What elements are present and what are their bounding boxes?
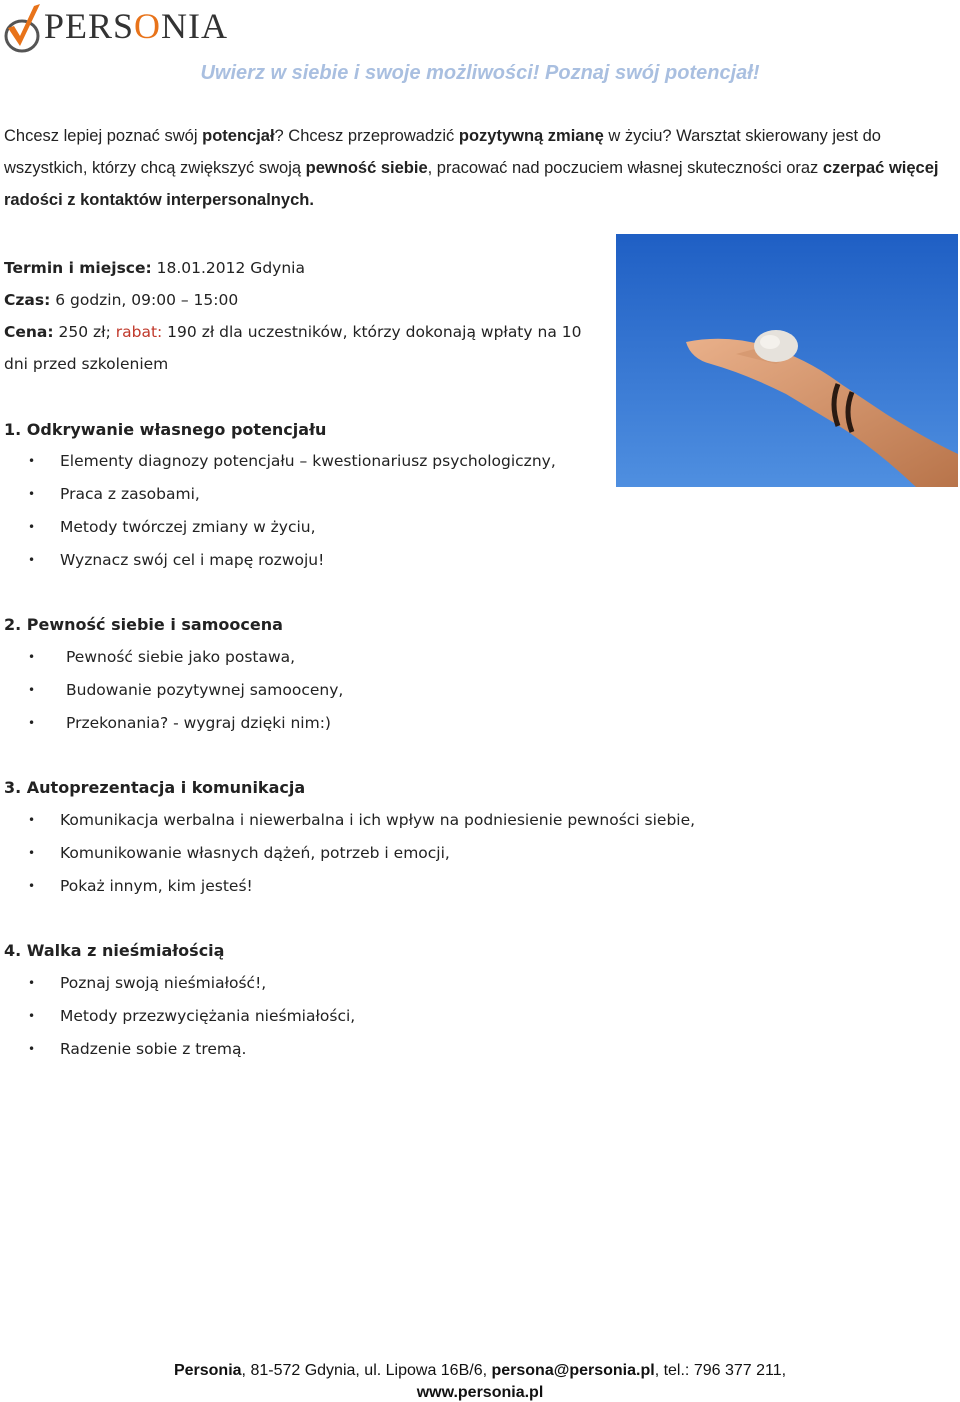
list-item-text: Elementy diagnozy potencjału – kwestionariusz psychologiczny, [60,452,556,470]
intro-text-4: , pracować nad poczuciem własnej skuteczności oraz [427,159,823,177]
bullet-icon: • [28,650,36,664]
bullet-icon: • [28,683,36,697]
footer [0,1360,960,1402]
bullet-icon: • [28,879,36,893]
list-item-text: Metody twórczej zmiany w życiu, [60,518,316,536]
intro-bold-2: pozytywną zmianę [458,127,604,145]
footer-address: , 81-572 Gdynia, ul. Lipowa 16B/6, [241,1362,492,1379]
bullet-icon: • [28,520,36,534]
footer-website-link[interactable]: www.personia.pl [416,1384,544,1401]
intro-bold-1: potencjał [202,127,275,145]
list-item [28,1033,355,1066]
intro-text-1: Chcesz lepiej poznać swój [4,127,203,145]
list-item [28,870,695,903]
term-label: Termin i miejsce: [4,259,152,277]
time-label: Czas: [4,291,51,309]
time-line [4,284,604,316]
bullet-icon: • [28,454,36,468]
list-item-text: Poznaj swoją nieśmiałość!, [60,974,267,992]
list-item-text: Pokaż innym, kim jesteś! [60,877,253,895]
list-item [28,445,556,478]
bullet-icon: • [28,846,36,860]
list-item-text: Przekonania? - wygraj dzięki nim:) [66,714,331,732]
list-item [28,511,556,544]
list-item-text: Praca z zasobami, [60,485,200,503]
list-item [28,1000,355,1033]
section-1-list [28,445,556,577]
list-item [28,478,556,511]
time-value: 6 godzin, 09:00 – 15:00 [50,291,239,309]
list-item-text: Budowanie pozytywnej samooceny, [66,681,344,699]
intro-paragraph [4,120,959,216]
list-item-text: Komunikacja werbalna i niewerbalna i ich wpływ na podniesienie pewności siebie, [60,811,696,829]
bullet-icon: • [28,813,36,827]
logo-text-prefix: PERS [44,6,135,46]
logo-wordmark [44,8,228,54]
list-item [28,967,355,1000]
footer-email-link[interactable]: persona@personia.pl [491,1362,655,1379]
discount-value: 190 zł dla uczestników, którzy dokonają wpłaty na 10 dni przed szkoleniem [4,323,582,373]
list-item [28,804,695,837]
section-3-title: 3. Autoprezentacja i komunikacja [4,778,306,797]
bullet-icon: • [28,487,36,501]
section-1-title: 1. Odkrywanie własnego potencjału [4,420,327,439]
list-item [28,544,556,577]
logo-text-o: O [134,6,162,46]
hand-holding-stone-photo [616,234,958,487]
list-item-text: Wyznacz swój cel i mapę rozwoju! [60,551,325,569]
bullet-icon: • [28,716,36,730]
list-item-text: Metody przezwyciężania nieśmiałości, [60,1007,356,1025]
list-item-text: Pewność siebie jako postawa, [66,648,296,666]
section-4-list [28,967,355,1066]
section-4-title: 4. Walka z nieśmiałością [4,941,225,960]
section-2-list [28,641,343,740]
intro-text-2: ? Chcesz przeprowadzić [274,127,459,145]
bullet-icon: • [28,976,36,990]
personia-logo [2,2,228,54]
intro-bold-3: pewność siebie [305,159,428,177]
discount-label: rabat: [115,323,163,341]
list-item [28,641,343,674]
section-3-list [28,804,695,903]
list-item [28,707,343,740]
term-value: 18.01.2012 Gdynia [151,259,305,277]
bullet-icon: • [28,1009,36,1023]
logo-text-suffix: NIA [161,6,229,46]
intro-text-3: w życiu? Warsztat skierowany jest do wszystkich, którzy chcą zwiększyć swoją [4,127,881,177]
intro-bold-4: czerpać więcej radości z kontaktów interpersonalnych. [4,159,939,209]
footer-phone: , tel.: 796 377 211, [654,1362,787,1379]
section-2-title: 2. Pewność siebie i samoocena [4,615,283,634]
price-label: Cena: [4,323,54,341]
footer-company: Personia [173,1362,242,1379]
price-value: 250 zł; [53,323,116,341]
list-item [28,674,343,707]
bullet-icon: • [28,1042,36,1056]
price-line [4,316,604,380]
footer-website-line [0,1382,960,1402]
slogan: Uwierz w siebie i swoje możliwości! Poznaj swój potencjał! [200,62,760,84]
term-line [4,252,604,284]
footer-contact-line [0,1360,960,1382]
bullet-icon: • [28,553,36,567]
list-item [28,837,695,870]
list-item-text: Radzenie sobie z tremą. [60,1040,247,1058]
list-item-text: Komunikowanie własnych dążeń, potrzeb i emocji, [60,844,450,862]
checkmark-logo-icon [2,2,44,54]
